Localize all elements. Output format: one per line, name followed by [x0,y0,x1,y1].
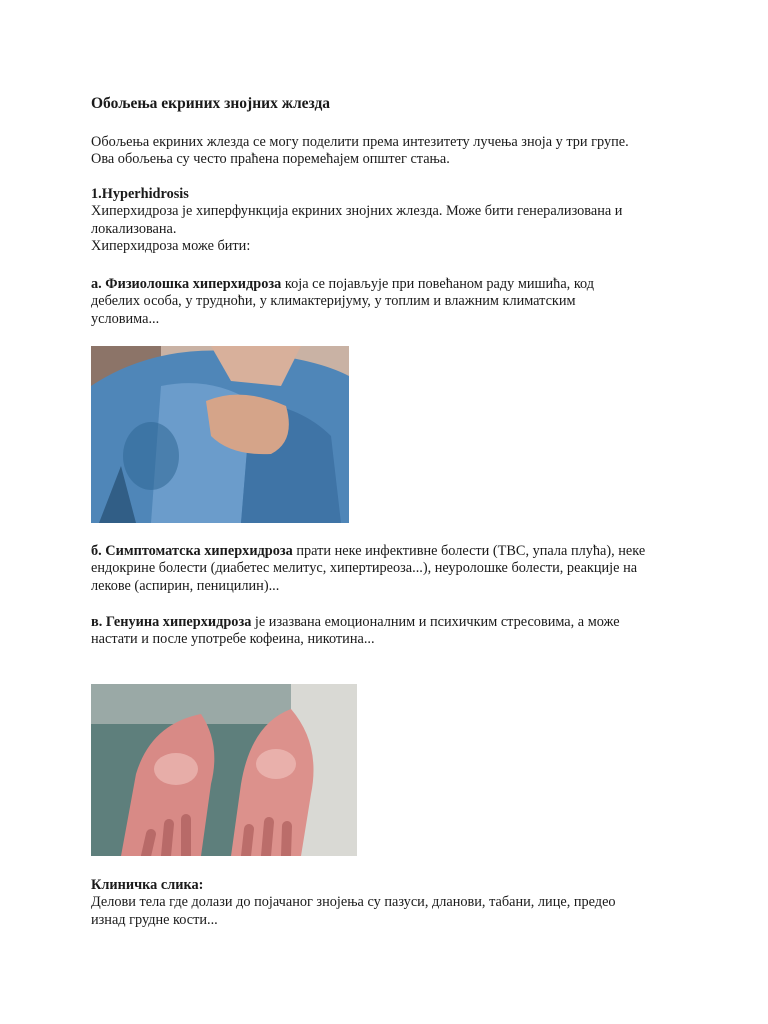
section-line-3: Хиперхидроза може бити: [91,237,251,254]
item-physiological [91,276,691,328]
photo-sweaty-palms [91,684,357,856]
item-b-label: б. Симптоматска хиперхидроза [91,543,293,559]
page-title: Обољења екриних знојних жлезда [91,95,331,112]
item-a-text: која се појављује при повећаном раду мишића, код [281,276,595,292]
clinical-line-2: изнад грудне кости... [91,911,218,928]
section-heading: 1.Hyperhidrosis [91,186,189,202]
item-a-line-2: дебелих особа, у трудноћи, у климактеријуму, у топлим и влажним климатским [91,293,576,310]
item-b-text: прати неке инфективне болести (ТВС, упала плућа), неке [292,543,646,559]
item-b-line-2: ендокрине болести (диабетес мелитус, хипертиреоза...), неуролошке болести, реакције на [91,560,638,577]
item-c-label: в. Генуина хиперхидроза [91,614,252,630]
item-a-line-3: условима... [91,310,160,327]
section-line-1: Хиперхидроза је хиперфункција екриних знојних жлезда. Може бити генерализована и [91,203,623,220]
item-b-line-3: лекове (аспирин, пеницилин)... [91,577,280,594]
clinical-line-1: Делови тела где долази до појачаног знојења су пазуси, дланови, табани, лице, предео [91,894,616,911]
section-line-2: локализована. [91,220,177,237]
item-genuine [91,614,691,649]
section-hyperhidrosis [91,186,691,255]
clinical-picture [91,877,691,929]
item-a-label: а. Физиолошка хиперхидроза [91,276,282,292]
item-c-text: је изазвана емоционалним и психичким стресовима, а може [251,614,620,630]
photo-man-sweaty-armpit [91,346,349,523]
clinical-heading: Клиничка слика: [91,877,204,893]
intro-line-1: Обољења екриних жлезда се могу поделити према интезитету лучења зноја у три групе. [91,134,629,150]
intro-paragraph [91,134,691,169]
item-symptomatic [91,543,691,595]
intro-line-2: Ова обољења су често праћена поремећајем општег стања. [91,151,450,168]
item-c-line-2: настати и после употребе кофеина, никотина... [91,631,375,648]
